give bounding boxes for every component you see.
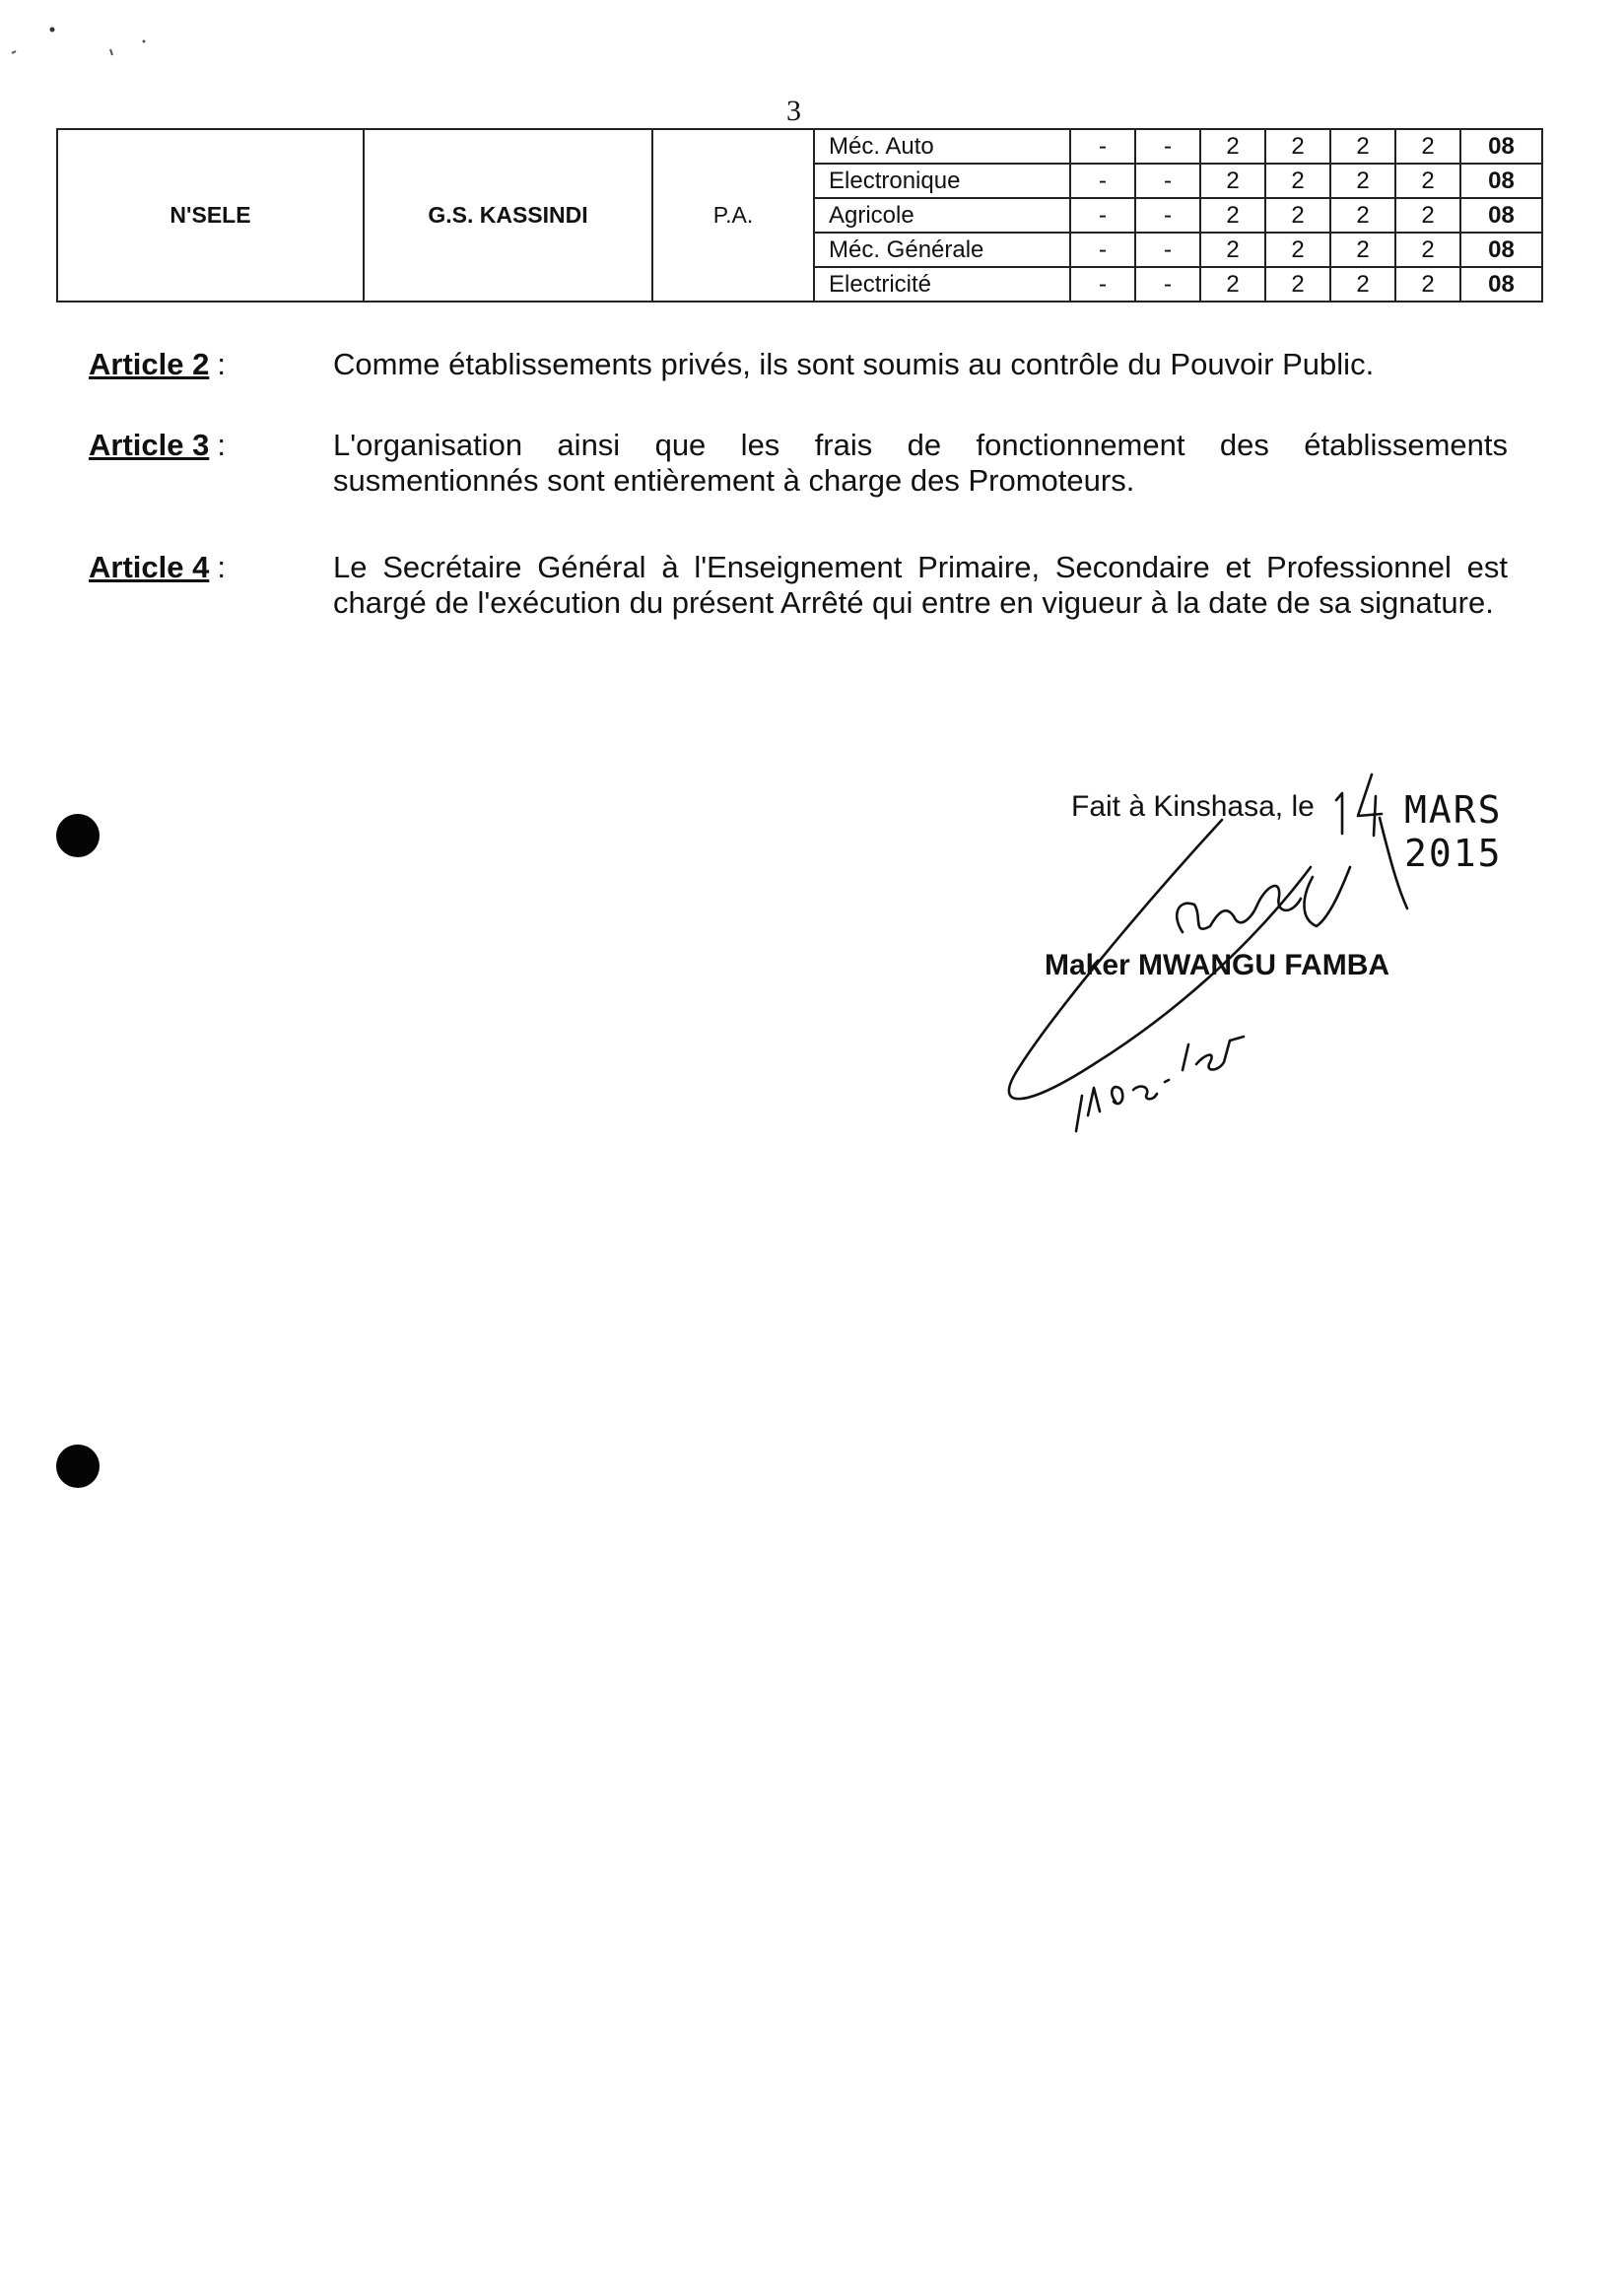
class-count-cell: 2 [1330, 198, 1395, 233]
class-count-cell: 2 [1395, 198, 1460, 233]
stamped-date: MARS 2015 [1404, 788, 1503, 875]
school-name-cell: G.S. KASSINDI [364, 129, 652, 302]
article-colon: : [217, 550, 226, 584]
punch-hole [56, 1445, 100, 1488]
class-count-cell: - [1070, 267, 1135, 302]
class-count-cell: 2 [1200, 233, 1265, 267]
class-count-cell: 2 [1265, 267, 1330, 302]
handwritten-date [1183, 1037, 1244, 1070]
signing-place: Fait à Kinshasa, le [1071, 790, 1315, 823]
signature-stroke [1380, 818, 1407, 908]
class-count-cell: - [1070, 129, 1135, 164]
article-number: Article 3 [89, 428, 210, 462]
article-number: Article 4 [89, 550, 210, 584]
option-cell: Méc. Générale [814, 233, 1070, 267]
signature-loop [1009, 820, 1311, 1099]
commune-cell: N'SELE [57, 129, 364, 302]
handwritten-day [1336, 793, 1342, 834]
handwritten-day [1358, 774, 1382, 836]
total-cell: 08 [1460, 164, 1542, 198]
page-number: 3 [786, 95, 801, 127]
article-colon: : [217, 428, 226, 462]
article-text: L'organisation ainsi que les frais de fonctionnement des établissements susmentionnés sont entièrement à charge des Promoteurs. [333, 428, 1508, 498]
class-count-cell: - [1135, 233, 1200, 267]
class-count-cell: 2 [1265, 233, 1330, 267]
option-cell: Electronique [814, 164, 1070, 198]
class-count-cell: 2 [1330, 129, 1395, 164]
class-count-cell: - [1135, 198, 1200, 233]
regime-cell: P.A. [652, 129, 814, 302]
total-cell: 08 [1460, 129, 1542, 164]
class-count-cell: 2 [1395, 267, 1460, 302]
signatory-name: Maker MWANGU FAMBA [1045, 949, 1390, 981]
class-count-cell: 2 [1395, 233, 1460, 267]
class-count-cell: 2 [1200, 164, 1265, 198]
option-cell: Méc. Auto [814, 129, 1070, 164]
class-count-cell: 2 [1330, 164, 1395, 198]
class-count-cell: 2 [1200, 267, 1265, 302]
class-count-cell: 2 [1200, 129, 1265, 164]
class-count-cell: - [1070, 198, 1135, 233]
class-count-cell: 2 [1395, 129, 1460, 164]
class-count-cell: - [1070, 233, 1135, 267]
signature-scribble [1177, 886, 1301, 932]
handwritten-date [1076, 1087, 1122, 1131]
total-cell: 08 [1460, 198, 1542, 233]
class-count-cell: 2 [1330, 267, 1395, 302]
total-cell: 08 [1460, 267, 1542, 302]
class-count-cell: 2 [1265, 198, 1330, 233]
class-count-cell: 2 [1265, 129, 1330, 164]
total-cell: 08 [1460, 233, 1542, 267]
class-count-cell: - [1135, 164, 1200, 198]
option-cell: Electricité [814, 267, 1070, 302]
article-colon: : [217, 347, 226, 381]
class-count-cell: 2 [1330, 233, 1395, 267]
class-count-cell: 2 [1200, 198, 1265, 233]
article-number: Article 2 [89, 347, 210, 381]
option-cell: Agricole [814, 198, 1070, 233]
handwritten-date [1133, 1080, 1169, 1099]
class-count-cell: - [1135, 129, 1200, 164]
article-text: Comme établissements privés, ils sont soumis au contrôle du Pouvoir Public. [333, 347, 1375, 381]
class-count-cell: - [1070, 164, 1135, 198]
class-count-cell: 2 [1395, 164, 1460, 198]
class-count-cell: - [1135, 267, 1200, 302]
signature-scribble [1305, 867, 1351, 926]
class-count-cell: 2 [1265, 164, 1330, 198]
article-text: Le Secrétaire Général à l'Enseignement Primaire, Secondaire et Professionnel est chargé de l'exécution du présent Arrêté qui entre en vigueur à la date de sa signature. [333, 550, 1508, 620]
